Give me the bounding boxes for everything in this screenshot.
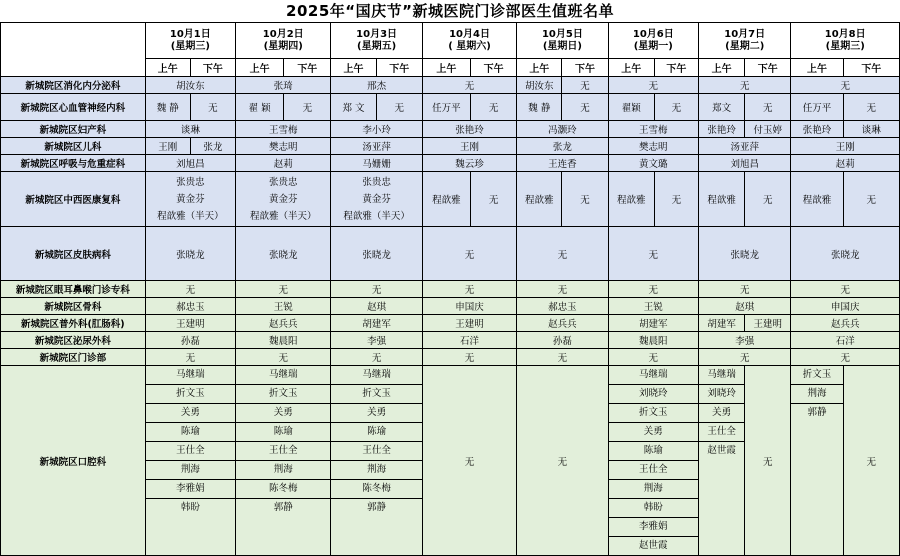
corner-cell xyxy=(1,23,146,77)
doctor-name: 黄金芬 xyxy=(176,193,205,205)
duty-cell: 无 xyxy=(654,172,698,227)
duty-cell: 王建明 xyxy=(422,315,516,332)
am-header: 上午 xyxy=(422,59,470,77)
pm-header: 下午 xyxy=(284,59,331,77)
dept-name: 新城院区中西医康复科 xyxy=(1,172,146,227)
oral-doctor-name: 郭静 xyxy=(367,502,387,513)
am-header: 上午 xyxy=(236,59,284,77)
duty-cell: 张艳玲 xyxy=(422,121,516,138)
oral-doctor-name: 荆海 xyxy=(331,461,421,480)
oral-doctor-name: 刘晓玲 xyxy=(609,385,698,404)
row-endo xyxy=(1,77,900,94)
duty-cell: 刘旭昌 xyxy=(145,155,235,172)
oral-doctor-name: 李雅娟 xyxy=(146,480,235,499)
oral-doctor-name: 折文玉 xyxy=(609,404,698,423)
duty-cell: 李强 xyxy=(331,332,422,349)
pm-header: 下午 xyxy=(745,59,791,77)
duty-cell: 郝忠玉 xyxy=(517,298,608,315)
day-header xyxy=(791,23,900,59)
oral-doctor-name: 王仕全 xyxy=(236,442,330,461)
day-weekday: (星期四) xyxy=(263,40,303,52)
oral-doctor-name: 赵世霞 xyxy=(707,445,736,456)
oral-doctor-name: 关勇 xyxy=(146,404,235,423)
duty-cell: 无 xyxy=(654,94,698,121)
dept-name: 新城院区儿科 xyxy=(1,138,146,155)
oral-doctor-name: 王仕全 xyxy=(331,442,421,461)
oral-list-day1 xyxy=(145,366,235,556)
duty-cell: 魏晨阳 xyxy=(608,332,698,349)
duty-cell: 王刚 xyxy=(791,138,900,155)
duty-cell: 付玉婷 xyxy=(745,121,791,138)
duty-cell: 王雪梅 xyxy=(236,121,331,138)
doctor-name: 程歆雅（半天） xyxy=(157,210,224,222)
day-weekday: (星期日) xyxy=(542,40,582,52)
duty-cell: 无 xyxy=(422,281,516,298)
oral-doctor-name: 马继瑞 xyxy=(699,366,744,385)
duty-cell: 无 xyxy=(562,77,608,94)
pm-header: 下午 xyxy=(562,59,608,77)
oral-doctor-name: 郭静 xyxy=(807,407,827,418)
oral-doctor-name: 陈瑜 xyxy=(609,442,698,461)
oral-doctor-name: 王仕全 xyxy=(146,442,235,461)
duty-cell: 魏晨阳 xyxy=(236,332,331,349)
oral-doctor-name: 郭静 xyxy=(273,502,293,513)
dept-name: 新城院区门诊部 xyxy=(1,349,146,366)
duty-cell: 郑文 xyxy=(699,94,745,121)
page-title: 2025年“国庆节”新城医院门诊部医生值班名单 xyxy=(286,2,614,20)
duty-cell: 无 xyxy=(791,349,900,366)
duty-cell: 无 xyxy=(608,281,698,298)
day-date: 10月2日 xyxy=(262,28,304,40)
duty-cell: 樊志明 xyxy=(608,138,698,155)
day-header xyxy=(331,23,422,59)
oral-doctor-name: 刘晓玲 xyxy=(699,385,744,404)
duty-cell: 胡建军 xyxy=(331,315,422,332)
duty-cell: 赵莉 xyxy=(791,155,900,172)
duty-cell: 无 xyxy=(190,94,235,121)
oral-doctor-name: 关勇 xyxy=(236,404,330,423)
duty-cell: 程歆雅 xyxy=(699,172,745,227)
duty-cell: 无 xyxy=(517,366,608,556)
day-weekday: (星期五) xyxy=(357,40,397,52)
duty-cell: 李小玲 xyxy=(331,121,422,138)
oral-doctor-name: 李雅娟 xyxy=(609,518,698,537)
day-date: 10月5日 xyxy=(541,28,583,40)
duty-cell: 王锐 xyxy=(236,298,331,315)
duty-cell: 无 xyxy=(699,281,791,298)
day-date: 10月7日 xyxy=(724,28,766,40)
duty-cell: 无 xyxy=(331,349,422,366)
oral-list-day8 xyxy=(791,366,843,556)
duty-cell: 程歆雅 xyxy=(608,172,654,227)
oral-list-day7 xyxy=(699,366,745,556)
row-obgyn xyxy=(1,121,900,138)
dept-name: 新城院区心血管神经内科 xyxy=(1,94,146,121)
header-date-row xyxy=(1,23,900,59)
am-header: 上午 xyxy=(331,59,376,77)
oral-doctor-name: 马继瑞 xyxy=(236,366,330,385)
oral-doctor-name: 韩盼 xyxy=(609,499,698,518)
duty-cell: 程歆雅 xyxy=(422,172,470,227)
duty-cell: 无 xyxy=(145,349,235,366)
duty-cell: 谈琳 xyxy=(145,121,235,138)
duty-cell: 程歆雅 xyxy=(791,172,843,227)
day-weekday: ( 星期六) xyxy=(448,40,491,52)
duty-cell: 无 xyxy=(699,349,791,366)
duty-cell: 胡汝东 xyxy=(145,77,235,94)
pm-header: 下午 xyxy=(376,59,422,77)
oral-list-day3 xyxy=(331,366,422,556)
duty-cell: 无 xyxy=(843,172,899,227)
duty-cell: 张晓龙 xyxy=(331,227,422,281)
doctor-name: 张贵忠 xyxy=(268,176,298,188)
duty-cell: 胡建军 xyxy=(608,315,698,332)
oral-doctor-name: 关勇 xyxy=(699,404,744,423)
day-date: 10月3日 xyxy=(356,28,398,40)
oral-doctor-name: 陈冬梅 xyxy=(331,480,421,499)
row-op xyxy=(1,349,900,366)
oral-doctor-name: 马继瑞 xyxy=(331,366,421,385)
am-header: 上午 xyxy=(699,59,745,77)
oral-doctor-name: 折文玉 xyxy=(791,366,842,385)
duty-cell: 王刚 xyxy=(145,138,190,155)
row-uro xyxy=(1,332,900,349)
duty-cell: 无 xyxy=(562,172,608,227)
oral-doctor-name: 荆海 xyxy=(609,480,698,499)
row-tcm xyxy=(1,172,900,227)
duty-cell: 谈琳 xyxy=(843,121,899,138)
pm-header: 下午 xyxy=(843,59,899,77)
duty-cell: 邢杰 xyxy=(331,77,422,94)
duty-table xyxy=(0,22,900,556)
duty-cell: 无 xyxy=(517,281,608,298)
pm-header: 下午 xyxy=(190,59,235,77)
day-header xyxy=(145,23,235,59)
oral-doctor-name: 陈瑜 xyxy=(236,423,330,442)
day-weekday: (星期二) xyxy=(725,40,765,52)
day-weekday: (星期一) xyxy=(633,40,673,52)
duty-cell: 翟颖 xyxy=(608,94,654,121)
duty-cell: 无 xyxy=(471,94,517,121)
day-date: 10月4日 xyxy=(449,28,490,40)
duty-cell: 张艳玲 xyxy=(699,121,745,138)
day-date: 10月1日 xyxy=(169,28,211,40)
dept-name: 新城院区骨科 xyxy=(1,298,146,315)
duty-cell: 无 xyxy=(331,281,422,298)
duty-cell: 石洋 xyxy=(422,332,516,349)
duty-cell: 李强 xyxy=(699,332,791,349)
duty-cell: 张琦 xyxy=(236,77,331,94)
dept-name: 新城院区呼吸与危重症科 xyxy=(1,155,146,172)
duty-cell: 魏云珍 xyxy=(422,155,516,172)
oral-doctor-name: 折文玉 xyxy=(331,385,421,404)
oral-doctor-name: 荆海 xyxy=(236,461,330,480)
duty-cell: 赵兵兵 xyxy=(236,315,331,332)
oral-list-day6 xyxy=(608,366,698,556)
row-cardio xyxy=(1,94,900,121)
duty-cell: 无 xyxy=(745,94,791,121)
duty-cell: 程歆雅 xyxy=(517,172,562,227)
oral-doctor-name: 关勇 xyxy=(609,423,698,442)
duty-cell: 翟 颖 xyxy=(236,94,284,121)
duty-cell: 赵兵兵 xyxy=(791,315,900,332)
duty-cell: 王建明 xyxy=(745,315,791,332)
duty-cell: 刘旭昌 xyxy=(699,155,791,172)
dept-name: 新城院区皮肤病科 xyxy=(1,227,146,281)
duty-cell: 无 xyxy=(284,94,331,121)
row-ent xyxy=(1,281,900,298)
duty-cell: 无 xyxy=(236,349,331,366)
oral-doctor-name: 陈瑜 xyxy=(146,423,235,442)
doctor-name: 黄金芬 xyxy=(268,193,298,205)
duty-cell: 汤亚萍 xyxy=(331,138,422,155)
duty-cell: 无 xyxy=(517,349,608,366)
duty-cell: 郝忠玉 xyxy=(145,298,235,315)
duty-table-wrapper xyxy=(0,22,900,556)
duty-cell: 王锐 xyxy=(608,298,698,315)
pm-header: 下午 xyxy=(654,59,698,77)
duty-cell: 无 xyxy=(471,172,517,227)
duty-cell: 王刚 xyxy=(422,138,516,155)
oral-doctor-name: 韩盼 xyxy=(180,502,200,513)
duty-cell: 无 xyxy=(843,366,899,556)
duty-cell: 无 xyxy=(791,281,900,298)
duty-cell: 张龙 xyxy=(190,138,235,155)
oral-doctor-name: 王仕全 xyxy=(609,461,698,480)
doctor-name: 张贵忠 xyxy=(176,176,205,188)
duty-cell: 无 xyxy=(422,227,516,281)
duty-cell: 张晓龙 xyxy=(236,227,331,281)
oral-doctor-name: 折文玉 xyxy=(146,385,235,404)
day-header xyxy=(236,23,331,59)
doctor-name: 程歆雅（半天） xyxy=(343,210,410,222)
duty-cell: 赵兵兵 xyxy=(517,315,608,332)
day-weekday: (星期三) xyxy=(825,40,865,52)
duty-cell: 孙磊 xyxy=(517,332,608,349)
duty-cell: 张龙 xyxy=(517,138,608,155)
am-header: 上午 xyxy=(608,59,654,77)
duty-cell: 张晓龙 xyxy=(791,227,900,281)
oral-doctor-name: 王仕全 xyxy=(699,423,744,442)
duty-cell: 胡建军 xyxy=(699,315,745,332)
day-header xyxy=(422,23,516,59)
duty-cell: 王雪梅 xyxy=(608,121,698,138)
duty-cell: 王建明 xyxy=(145,315,235,332)
duty-cell: 无 xyxy=(376,94,422,121)
day-weekday: (星期三) xyxy=(170,40,210,52)
duty-cell: 无 xyxy=(745,366,791,556)
duty-cell: 无 xyxy=(608,349,698,366)
row-resp xyxy=(1,155,900,172)
am-header: 上午 xyxy=(517,59,562,77)
day-date: 10月6日 xyxy=(632,28,674,40)
duty-cell xyxy=(331,172,422,227)
duty-cell: 张艳玲 xyxy=(791,121,843,138)
row-peds xyxy=(1,138,900,155)
day-header xyxy=(699,23,791,59)
oral-doctor-name: 荆海 xyxy=(146,461,235,480)
duty-cell: 樊志明 xyxy=(236,138,331,155)
duty-cell: 无 xyxy=(791,77,900,94)
am-header: 上午 xyxy=(791,59,843,77)
day-header xyxy=(517,23,608,59)
duty-cell: 赵莉 xyxy=(236,155,331,172)
day-date: 10月8日 xyxy=(824,28,866,40)
duty-cell: 任万平 xyxy=(791,94,843,121)
doctor-name: 黄金芬 xyxy=(362,193,391,205)
duty-cell: 汤亚萍 xyxy=(699,138,791,155)
oral-doctor-name: 马继瑞 xyxy=(146,366,235,385)
duty-cell: 黄文璐 xyxy=(608,155,698,172)
dept-name: 新城院区口腔科 xyxy=(1,366,146,556)
duty-cell: 无 xyxy=(608,77,698,94)
duty-cell: 无 xyxy=(562,94,608,121)
duty-cell: 郑 文 xyxy=(331,94,376,121)
duty-cell: 石洋 xyxy=(791,332,900,349)
duty-cell: 张晓龙 xyxy=(699,227,791,281)
dept-name: 新城院区泌尿外科 xyxy=(1,332,146,349)
row-surg xyxy=(1,315,900,332)
duty-cell: 无 xyxy=(422,366,516,556)
doctor-name: 程歆雅（半天） xyxy=(249,210,317,222)
duty-cell: 马姗姗 xyxy=(331,155,422,172)
duty-cell: 任万平 xyxy=(422,94,470,121)
oral-doctor-name: 关勇 xyxy=(331,404,421,423)
oral-doctor-name: 陈瑜 xyxy=(331,423,421,442)
oral-doctor-name: 陈冬梅 xyxy=(236,480,330,499)
oral-doctor-name: 赵世霞 xyxy=(639,540,668,551)
duty-cell: 无 xyxy=(699,77,791,94)
am-header: 上午 xyxy=(145,59,190,77)
duty-cell: 魏 静 xyxy=(517,94,562,121)
duty-cell: 无 xyxy=(145,281,235,298)
oral-list-day2 xyxy=(236,366,331,556)
duty-cell: 孙磊 xyxy=(145,332,235,349)
oral-doctor-name: 马继瑞 xyxy=(609,366,698,385)
duty-cell: 无 xyxy=(745,172,791,227)
pm-header: 下午 xyxy=(471,59,517,77)
duty-cell: 冯灏玲 xyxy=(517,121,608,138)
dept-name: 新城院区消化内分泌科 xyxy=(1,77,146,94)
doctor-name: 张贵忠 xyxy=(362,176,391,188)
duty-cell: 无 xyxy=(517,227,608,281)
day-header xyxy=(608,23,698,59)
row-oral xyxy=(1,366,900,556)
duty-cell: 赵琪 xyxy=(331,298,422,315)
duty-cell: 魏 静 xyxy=(145,94,190,121)
dept-name: 新城院区妇产科 xyxy=(1,121,146,138)
duty-cell: 申国庆 xyxy=(791,298,900,315)
duty-cell: 王连香 xyxy=(517,155,608,172)
duty-cell: 无 xyxy=(422,77,516,94)
duty-cell: 张晓龙 xyxy=(145,227,235,281)
dept-name: 新城院区普外科(肛肠科) xyxy=(1,315,146,332)
oral-doctor-name: 荆海 xyxy=(791,385,842,404)
duty-cell xyxy=(236,172,331,227)
row-ortho xyxy=(1,298,900,315)
duty-cell: 无 xyxy=(608,227,698,281)
duty-cell: 无 xyxy=(422,349,516,366)
duty-cell: 申国庆 xyxy=(422,298,516,315)
duty-cell: 胡汝东 xyxy=(517,77,562,94)
duty-cell: 赵琪 xyxy=(699,298,791,315)
duty-cell xyxy=(145,172,235,227)
row-derm xyxy=(1,227,900,281)
duty-cell: 无 xyxy=(843,94,899,121)
oral-doctor-name: 折文玉 xyxy=(236,385,330,404)
dept-name: 新城院区眼耳鼻喉门诊专科 xyxy=(1,281,146,298)
duty-cell: 无 xyxy=(236,281,331,298)
